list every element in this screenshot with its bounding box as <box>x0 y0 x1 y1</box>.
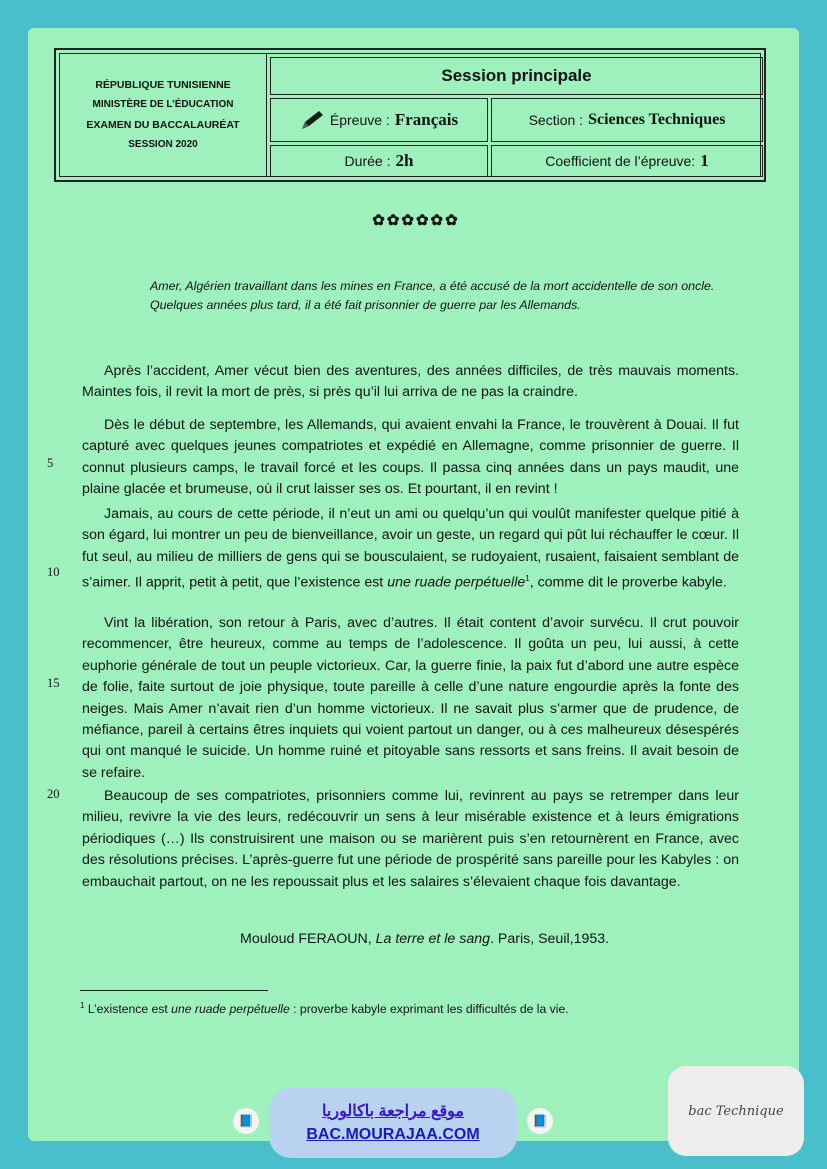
republic-label: RÉPUBLIQUE TUNISIENNE <box>95 79 231 91</box>
line-number: 5 <box>47 456 54 470</box>
exam-header <box>54 48 766 182</box>
footnote <box>80 1001 569 1016</box>
intro-text: Amer, Algérien travaillant dans les mines en France, a été accusé de la mort accidentelle de son oncle. Quelques années plus tard, il a été fait prisonnier de guerre par les Allemands. <box>150 279 715 312</box>
line-number: 20 <box>47 787 60 801</box>
source-citation <box>240 931 609 947</box>
citation-author: Mouloud FERAOUN, <box>240 931 376 947</box>
paragraph-3-text-b: , comme dit le proverbe kabyle. <box>529 574 727 591</box>
ministry-label: MINISTÈRE DE L’ÉDUCATION <box>92 99 234 110</box>
coef-cell <box>491 145 763 177</box>
paragraph-3-italic: une ruade perpétuelle <box>387 574 526 591</box>
footnote-number: 1 <box>80 1001 85 1010</box>
footnote-text-b: : proverbe kabyle exprimant les difficultés de la vie. <box>289 1002 569 1017</box>
website-banner[interactable] <box>269 1088 517 1158</box>
paragraph-3 <box>82 504 739 594</box>
citation-publisher: . Paris, Seuil,1953. <box>489 931 610 947</box>
coef-value: 1 <box>700 151 709 170</box>
section-cell <box>491 98 763 142</box>
footnote-divider <box>80 990 268 991</box>
epreuve-label: Épreuve : <box>329 112 390 128</box>
epreuve-value: Français <box>394 110 459 129</box>
section-value: Sciences Techniques <box>588 111 726 128</box>
duree-cell <box>270 145 488 177</box>
epreuve-cell <box>270 98 488 142</box>
exam-label: EXAMEN DU BACCALAURÉAT <box>86 119 240 131</box>
paragraph-5: Beaucoup de ses compatriotes, prisonniers comme lui, revinrent au pays se retremper dans leur milieu, revivre la vie des leurs, redécouvrir un sens à leur misérable existence et à leurs émigrations périodiques (…) Ils construisirent une maison ou se marièrent puis s’en retournèrent en France, avec des résolutions précises. L’après-guerre fut une période de prospérité sans pareille pour les Kabyles : on embauchait partout, on ne les repoussait plus et les salaires s’élevaient chaque fois davantage. <box>82 788 739 890</box>
footnote-text-a: L’existence est <box>84 1002 172 1017</box>
session-type: Session principale <box>441 66 592 85</box>
line-number: 15 <box>47 676 60 690</box>
bac-technique-badge: bac Technique <box>668 1066 804 1156</box>
site-logo-icon: 📘 <box>527 1108 553 1134</box>
session-year-label: SESSION 2020 <box>128 139 198 150</box>
paragraph-4: Vint la libération, son retour à Paris, avec d’autres. Il était content d’avoir survécu. Il crut pouvoir recommencer, être heureux, comme au temps de l’adolescence. Il goûta un peu, lui aussi, à cette euphorie générale de tout un peuple victorieux. Car, la guerre finie, la paix fut d’abord une autre espèce de folie, faite surtout de joie physique, toute pareille à celle d’une nature engourdie après la fonte des neiges. Mais Amer n’avait rien d’un homme victorieux. Il ne savait plus s’armer que de prudence, de méfiance, pareil à certains êtres inquiets qui voient partout un danger, ou à ces malheureux désespérés qui ont manqué le suicide. Un homme ruiné et pitoyable sans ressorts et sans freins. Il avait besoin de se refaire. <box>82 615 739 781</box>
footnote-italic: une ruade perpétuelle <box>171 1002 290 1017</box>
footnote-ref: 1 <box>525 574 530 584</box>
duree-value: 2h <box>395 151 414 170</box>
section-label: Section : <box>528 112 584 128</box>
banner-url-link[interactable]: BAC.MOURAJAA.COM <box>306 1126 480 1143</box>
duree-label: Durée : <box>344 153 391 169</box>
site-logo-icon: 📘 <box>233 1108 259 1134</box>
paragraph-3-text-a: Jamais, au cours de cette période, il n’eut un ami ou quelqu’un qui voulût manifester quelque pitié à son égard, lui montrer un peu de bienveillance, avoir un geste, un regard qui pût lui réchauffer le cœur. Il fut seul, au milieu de milliers de gens qui se bousculaient, se rudoyaient, rusaient, faisaient semblant de s’aimer. Il apprit, petit à petit, que l’existence est <box>82 506 739 591</box>
citation-title: La terre et le sang <box>375 931 490 947</box>
institution-block <box>60 54 267 176</box>
session-type-cell <box>270 57 763 95</box>
line-number: 10 <box>47 565 60 579</box>
paragraph-2: Dès le début de septembre, les Allemands, qui avaient envahi la France, le trouvèrent à Douai. Il fut capturé avec quelques jeunes compatriotes et expédié en Allemagne, comme prisonnier de guerre. Il connut plusieurs camps, le travail forcé et les coups. Il passa cinq années dans un pays maudit, une plaine glacée et brumeuse, où il crut laisser ses os. Et pourtant, il en revint ! <box>82 417 739 498</box>
decorative-flourish: ✿✿✿✿✿✿ <box>372 212 460 229</box>
banner-arabic-link[interactable]: موقع مراجعة باكالوريا <box>322 1103 464 1120</box>
coef-label: Coefficient de l’épreuve: <box>545 153 696 169</box>
paragraph-1: Après l’accident, Amer vécut bien des aventures, des années difficiles, de très mauvais moments. Maintes fois, il revit la mort de près, si près qu’il lui arriva de ne pas la craindre. <box>82 363 739 401</box>
pencil-icon <box>300 109 326 131</box>
